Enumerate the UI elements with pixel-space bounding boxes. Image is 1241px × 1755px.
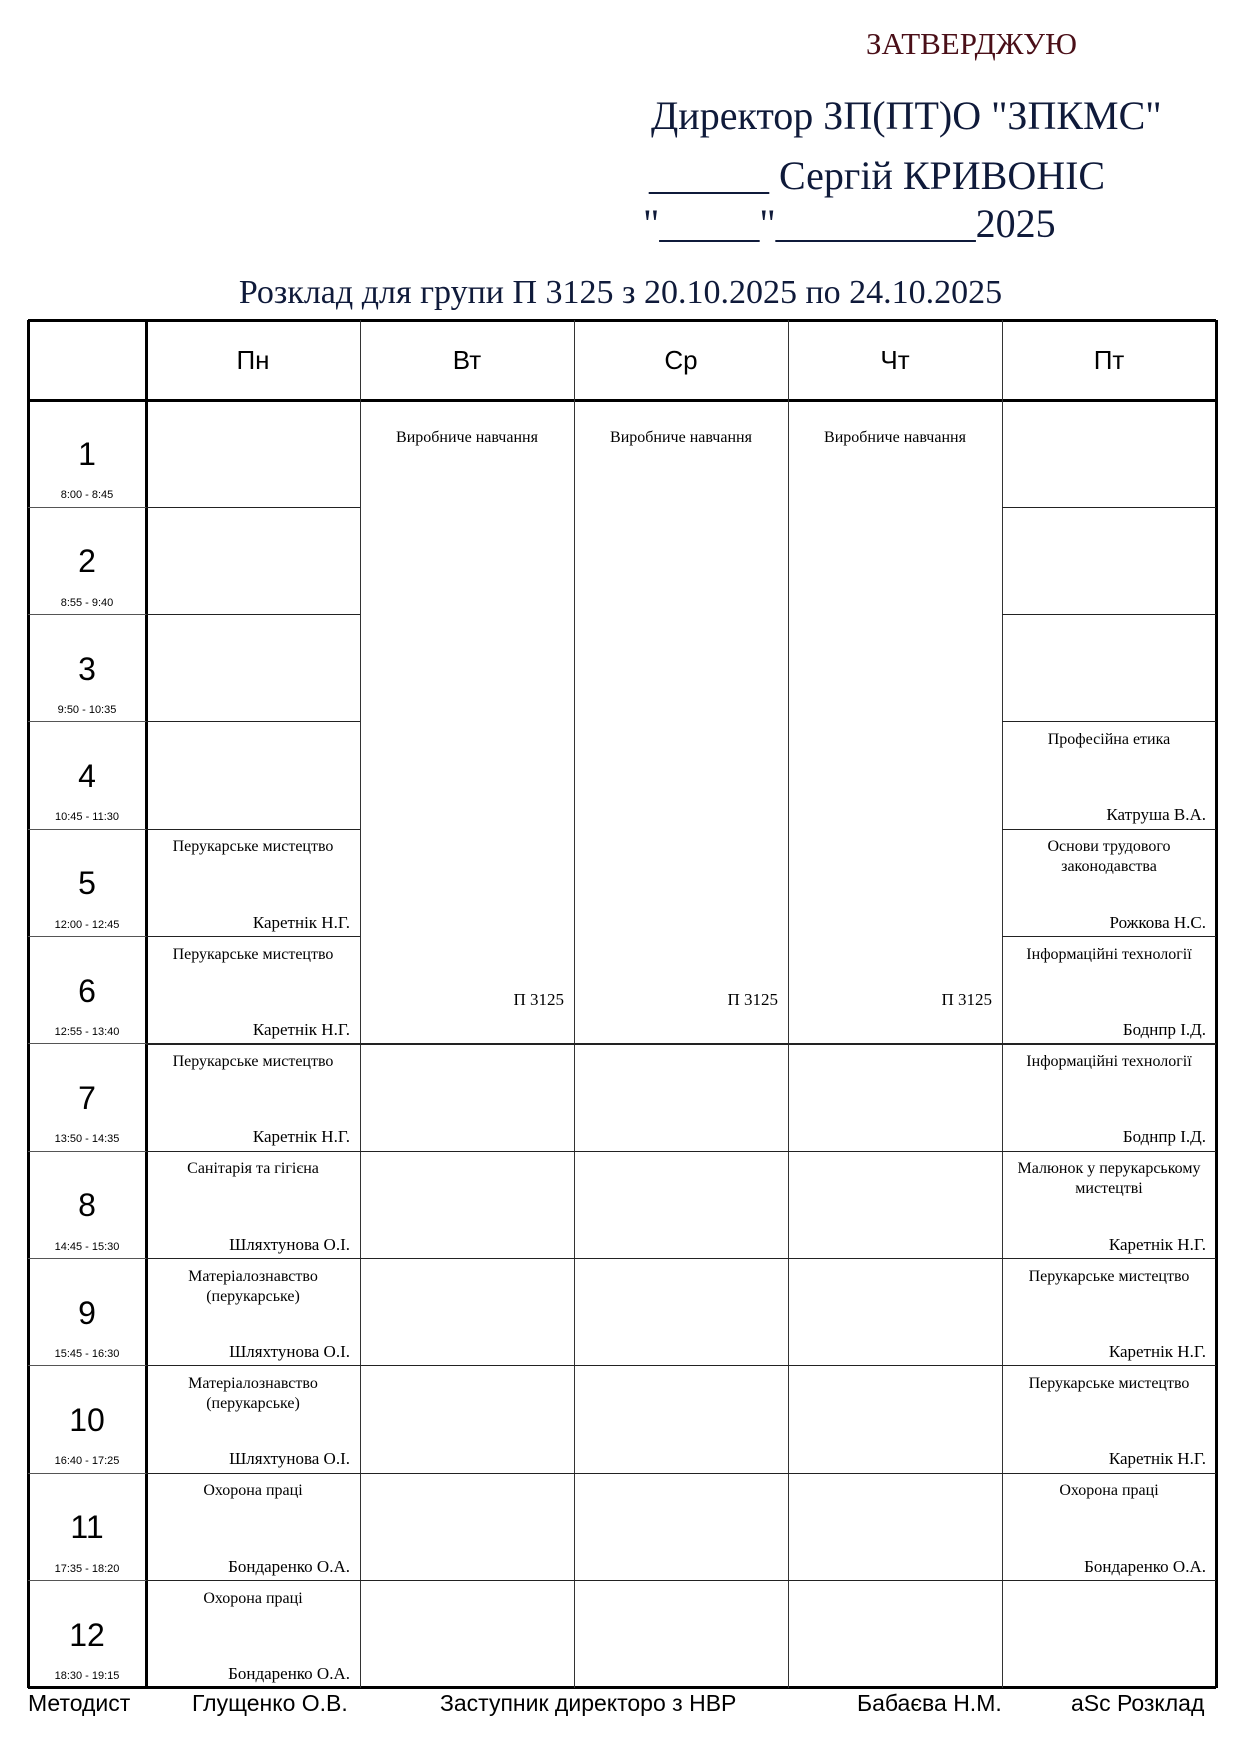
lesson-cell[interactable] <box>146 937 360 1044</box>
grid-line <box>788 1151 1002 1152</box>
period-cell <box>28 1151 146 1258</box>
grid-line <box>28 1258 146 1259</box>
period-time: 9:50 - 10:35 <box>57 703 117 716</box>
day-header: Пт <box>1093 344 1125 375</box>
lesson-subject: Перукарське мистецтво <box>172 945 334 963</box>
grid-line <box>360 1580 574 1581</box>
period-time: 18:30 - 19:15 <box>54 1669 120 1682</box>
period-number: 3 <box>78 650 96 687</box>
grid-line <box>28 721 146 722</box>
period-time: 17:35 - 18:20 <box>54 1562 120 1575</box>
grid-line <box>788 1258 1002 1259</box>
lesson-teacher: Бондаренко О.А. <box>228 1556 350 1576</box>
lesson-subject: Професійна етика <box>1047 730 1171 748</box>
day-header: Чт <box>880 344 910 375</box>
lesson-teacher: Боднпр І.Д. <box>1122 1127 1206 1147</box>
lesson-teacher: Рожкова Н.С. <box>1109 912 1206 932</box>
lesson-teacher: Шляхтунова О.І. <box>229 1341 350 1361</box>
grid-line <box>27 320 30 1688</box>
period-time: 12:55 - 13:40 <box>54 1025 120 1038</box>
period-number: 6 <box>78 972 96 1009</box>
methodist-name: Глущенко О.В. <box>192 1690 348 1716</box>
approval-date: "_____"__________2025 <box>643 201 1056 246</box>
grid-line <box>28 1473 146 1474</box>
lesson-cell[interactable] <box>146 1473 360 1580</box>
deputy-name: Бабаєва Н.М. <box>857 1690 1002 1716</box>
lesson-teacher: Каретнік Н.Г. <box>1108 1449 1206 1469</box>
director-signature: ______ Сергій КРИВОНІС <box>649 153 1106 198</box>
grid-line <box>1002 614 1216 615</box>
lesson-group: П 3125 <box>727 989 778 1009</box>
lesson-cell[interactable] <box>1002 1473 1216 1580</box>
period-cell <box>28 1259 146 1366</box>
period-number: 8 <box>78 1187 96 1224</box>
grid-line <box>146 507 360 508</box>
grid-line <box>360 1258 574 1259</box>
director-position: Директор ЗП(ПТ)О "ЗПКМС" <box>651 93 1162 138</box>
grid-line <box>28 1151 146 1152</box>
deputy-label: Заступник директоро з НВР <box>440 1690 737 1716</box>
grid-line <box>28 1043 146 1044</box>
period-number: 11 <box>70 1509 104 1546</box>
grid-line <box>146 721 360 722</box>
lesson-teacher: Каретнік Н.Г. <box>252 1019 350 1039</box>
lesson-cell[interactable] <box>1002 1151 1216 1258</box>
lesson-group: П 3125 <box>941 989 992 1009</box>
period-cell <box>28 722 146 829</box>
grid-line <box>574 1258 788 1259</box>
schedule-table <box>28 320 1216 1688</box>
lesson-teacher: Каретнік Н.Г. <box>1108 1341 1206 1361</box>
lesson-subject: Перукарське мистецтво <box>172 838 334 856</box>
lesson-group: П 3125 <box>513 989 564 1009</box>
period-number: 4 <box>78 757 96 794</box>
period-number: 5 <box>78 865 96 902</box>
software-credit: aSc Розклад <box>1071 1690 1205 1716</box>
lesson-cell[interactable] <box>360 400 574 1044</box>
day-header: Пн <box>236 344 270 375</box>
lesson-cell[interactable] <box>146 829 360 936</box>
lesson-subject: Перукарське мистецтво <box>1028 1374 1190 1392</box>
grid-line <box>574 1365 788 1366</box>
lesson-cell[interactable] <box>1002 1366 1216 1473</box>
lesson-teacher: Бондаренко О.А. <box>228 1663 350 1683</box>
lesson-cell[interactable] <box>788 400 1002 1044</box>
grid-line <box>360 1473 574 1474</box>
grid-line <box>28 319 1216 322</box>
grid-line <box>28 829 146 830</box>
lesson-teacher: Бондаренко О.А. <box>1084 1556 1206 1576</box>
schedule-title: Розклад для групи П 3125 з 20.10.2025 по 24.10.2025 <box>238 274 1003 311</box>
lesson-cell[interactable] <box>574 400 788 1044</box>
grid-line <box>1002 507 1216 508</box>
period-number: 10 <box>69 1401 105 1438</box>
grid-line <box>28 507 146 508</box>
grid-line <box>28 1580 146 1581</box>
grid-line <box>788 1580 1002 1581</box>
lesson-cell[interactable] <box>1002 1259 1216 1366</box>
lesson-subject: Виробниче навчання <box>824 429 966 446</box>
lesson-subject: Виробниче навчання <box>610 429 752 446</box>
lesson-subject: Охорона праці <box>203 1589 303 1607</box>
period-cell <box>28 1366 146 1473</box>
grid-line <box>146 614 360 615</box>
period-number: 2 <box>78 543 96 580</box>
period-time: 8:00 - 8:45 <box>60 489 114 502</box>
lesson-teacher: Шляхтунова О.І. <box>229 1234 350 1254</box>
methodist-label: Методист <box>28 1690 131 1716</box>
day-header: Ср <box>664 344 698 375</box>
period-time: 15:45 - 16:30 <box>54 1347 120 1360</box>
grid-line <box>788 1365 1002 1366</box>
grid-line <box>28 1365 146 1366</box>
period-cell <box>28 1473 146 1580</box>
grid-line <box>574 1473 788 1474</box>
grid-line <box>574 1151 788 1152</box>
lesson-teacher: Каретнік Н.Г. <box>252 912 350 932</box>
lesson-teacher: Шляхтунова О.І. <box>229 1449 350 1469</box>
day-header: Вт <box>452 344 482 375</box>
lesson-subject: Матеріалознавство (перукарське) <box>188 1374 318 1412</box>
lesson-teacher: Боднпр І.Д. <box>1122 1019 1206 1039</box>
period-time: 12:00 - 12:45 <box>54 918 120 931</box>
lesson-cell[interactable] <box>1002 1044 1216 1151</box>
lesson-subject: Санітарія та гігієна <box>187 1160 319 1178</box>
period-number: 1 <box>78 436 96 472</box>
lesson-cell[interactable] <box>146 1259 360 1366</box>
lesson-subject: Матеріалознавство (перукарське) <box>188 1267 318 1305</box>
period-time: 8:55 - 9:40 <box>60 596 114 609</box>
lesson-subject: Охорона праці <box>1059 1482 1159 1500</box>
lesson-cell[interactable] <box>1002 937 1216 1044</box>
lesson-subject: Інформаційні технології <box>1026 945 1192 963</box>
period-time: 10:45 - 11:30 <box>54 811 119 824</box>
period-cell <box>28 400 146 507</box>
lesson-subject: Охорона праці <box>203 1482 303 1500</box>
lesson-cell[interactable] <box>146 1044 360 1151</box>
lesson-subject: Виробниче навчання <box>396 429 538 446</box>
period-cell <box>28 507 146 614</box>
grid-line <box>788 1473 1002 1474</box>
lesson-cell[interactable] <box>146 1151 360 1258</box>
period-time: 16:40 - 17:25 <box>54 1455 120 1468</box>
period-time: 14:45 - 15:30 <box>54 1240 120 1253</box>
period-cell <box>28 1581 146 1688</box>
lesson-subject: Перукарське мистецтво <box>1028 1267 1190 1285</box>
period-cell <box>28 829 146 936</box>
lesson-subject: Перукарське мистецтво <box>172 1052 334 1070</box>
grid-line <box>360 1365 574 1366</box>
lesson-teacher: Каретнік Н.Г. <box>252 1127 350 1147</box>
approve-word: ЗАТВЕРДЖУЮ <box>866 26 1077 61</box>
period-number: 12 <box>69 1616 105 1653</box>
lesson-subject: Малюнок у перукарському мистецтві <box>1017 1160 1201 1198</box>
lesson-teacher: Катруша В.А. <box>1106 805 1206 825</box>
grid-line <box>28 936 146 937</box>
lesson-teacher: Каретнік Н.Г. <box>1108 1234 1206 1254</box>
lesson-cell[interactable] <box>146 1581 360 1688</box>
grid-line <box>574 1580 788 1581</box>
lesson-cell[interactable] <box>1002 722 1216 829</box>
period-number: 9 <box>78 1294 96 1331</box>
period-cell <box>28 1044 146 1151</box>
lesson-cell[interactable] <box>146 1366 360 1473</box>
period-number: 7 <box>78 1079 96 1116</box>
lesson-cell[interactable] <box>1002 829 1216 936</box>
period-time: 13:50 - 14:35 <box>54 1133 120 1146</box>
period-cell <box>28 615 146 722</box>
period-cell <box>28 937 146 1044</box>
lesson-subject: Основи трудового законодавства <box>1047 838 1171 876</box>
grid-line <box>360 1151 574 1152</box>
grid-line <box>28 614 146 615</box>
lesson-subject: Інформаційні технології <box>1026 1052 1192 1070</box>
